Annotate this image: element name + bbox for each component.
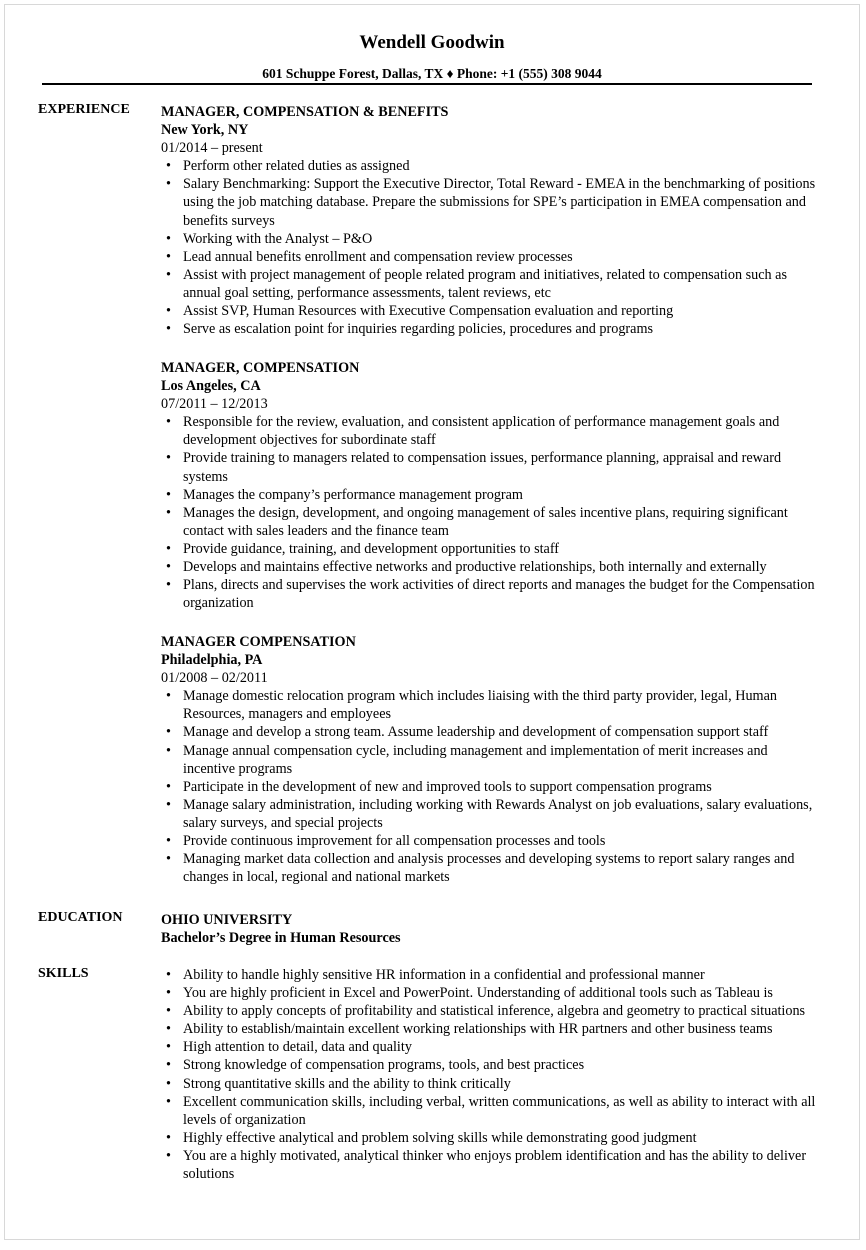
list-item: • Participate in the development of new and improved tools to support compensation programs: [161, 778, 821, 796]
list-item: • You are a highly motivated, analytical thinker who enjoys problem identification and has the ability to deliver solutions: [161, 1147, 821, 1183]
list-item: • Responsible for the review, evaluation, and consistent application of performance management goals and development objectives for subordinate staff: [161, 413, 821, 449]
contact-line: 601 Schuppe Forest, Dallas, TX ♦ Phone: +1 (555) 308 9044: [262, 66, 602, 81]
job-title: MANAGER, COMPENSATION: [161, 360, 360, 376]
skills-label: SKILLS: [38, 966, 89, 981]
job-dates: 01/2014 – present: [161, 140, 263, 157]
list-item: • Provide guidance, training, and development opportunities to staff: [161, 540, 821, 558]
job-title: MANAGER, COMPENSATION & BENEFITS: [161, 104, 449, 120]
list-item: • Managing market data collection and analysis processes and developing systems to report salary ranges and changes in local, regional and national markets: [161, 850, 821, 886]
job-dates: 07/2011 – 12/2013: [161, 396, 268, 413]
job-location: New York, NY: [161, 122, 249, 139]
candidate-name: Wendell Goodwin: [359, 32, 505, 53]
job-bullets: [161, 687, 821, 886]
experience-label: EXPERIENCE: [38, 102, 130, 117]
list-item: • Excellent communication skills, including verbal, written communications, as well as ability to interact with all levels of organization: [161, 1093, 821, 1129]
list-item: • Assist with project management of people related program and initiatives, related to compensation such as annual goal setting, performance assessments, talent reviews, etc: [161, 266, 821, 302]
list-item: • Salary Benchmarking: Support the Executive Director, Total Reward - EMEA in the benchmarking of positions using the job matching database. Prepare the submissions for SPE’s participation in EMEA compensation and benefits surveys: [161, 175, 821, 229]
resume-page: [4, 4, 860, 1240]
list-item: • Provide continuous improvement for all compensation processes and tools: [161, 832, 821, 850]
list-item: • Manage and develop a strong team. Assume leadership and development of compensation support staff: [161, 723, 821, 741]
list-item: • Perform other related duties as assigned: [161, 157, 821, 175]
skills-list: [161, 966, 821, 1183]
list-item: • Assist SVP, Human Resources with Executive Compensation evaluation and reporting: [161, 302, 821, 320]
list-item: • High attention to detail, data and quality: [161, 1038, 821, 1056]
job-entry: [161, 359, 821, 612]
list-item: • Lead annual benefits enrollment and compensation review processes: [161, 248, 821, 266]
list-item: • Manages the company’s performance management program: [161, 486, 821, 504]
skills-entry: [161, 966, 821, 1183]
list-item: • Ability to establish/maintain excellent working relationships with HR partners and other business teams: [161, 1020, 821, 1038]
job-title: MANAGER COMPENSATION: [161, 634, 356, 650]
list-item: • Manages the design, development, and ongoing management of sales incentive plans, requiring significant contact with sales leaders and the finance team: [161, 504, 821, 540]
list-item: • Ability to handle highly sensitive HR information in a confidential and professional manner: [161, 966, 821, 984]
list-item: • Provide training to managers related to compensation issues, performance planning, appraisal and reward systems: [161, 449, 821, 485]
list-item: • Serve as escalation point for inquiries regarding policies, procedures and programs: [161, 320, 821, 338]
degree: Bachelor’s Degree in Human Resources: [161, 930, 401, 947]
list-item: • Working with the Analyst – P&O: [161, 230, 821, 248]
job-bullets: [161, 413, 821, 612]
header-divider: [42, 83, 812, 85]
job-location: Philadelphia, PA: [161, 652, 263, 669]
job-entry: [161, 103, 821, 338]
job-dates: 01/2008 – 02/2011: [161, 670, 268, 687]
job-bullets: [161, 157, 821, 338]
list-item: • Ability to apply concepts of profitability and statistical inference, algebra and geometry to practical situations: [161, 1002, 821, 1020]
school-name: OHIO UNIVERSITY: [161, 912, 293, 928]
list-item: • Strong knowledge of compensation programs, tools, and best practices: [161, 1056, 821, 1074]
job-entry: [161, 633, 821, 886]
list-item: • Strong quantitative skills and the ability to think critically: [161, 1075, 821, 1093]
list-item: • Manage annual compensation cycle, including management and implementation of merit increases and incentive programs: [161, 742, 821, 778]
list-item: • Plans, directs and supervises the work activities of direct reports and manages the budget for the Compensation organization: [161, 576, 821, 612]
list-item: • Develops and maintains effective networks and productive relationships, both internally and externally: [161, 558, 821, 576]
list-item: • You are highly proficient in Excel and PowerPoint. Understanding of additional tools such as Tableau is: [161, 984, 821, 1002]
education-entry: [161, 911, 821, 947]
education-label: EDUCATION: [38, 910, 123, 925]
list-item: • Manage domestic relocation program which includes liaising with the third party provider, legal, Human Resources, managers and employees: [161, 687, 821, 723]
list-item: • Manage salary administration, including working with Rewards Analyst on job evaluations, salary evaluations, salary surveys, and special projects: [161, 796, 821, 832]
job-location: Los Angeles, CA: [161, 378, 261, 395]
list-item: • Highly effective analytical and problem solving skills while demonstrating good judgment: [161, 1129, 821, 1147]
